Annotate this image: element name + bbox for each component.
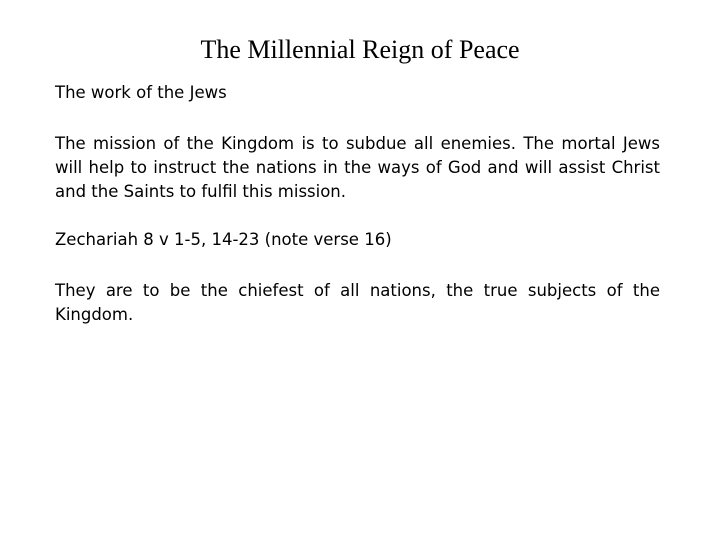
scripture-reference: Zechariah 8 v 1-5, 14-23 (note verse 16) [55,230,392,249]
chiefest-paragraph: They are to be the chiefest of all nations, the true subjects of the Kingdom. [55,281,660,324]
slide-title: The Millennial Reign of Peace [200,35,520,64]
subheading: The work of the Jews [55,83,227,102]
mission-paragraph: The mission of the Kingdom is to subdue all enemies. The mortal Jews will help to instruct the nations in the ways of God and will assist Christ and the Saints to fulfil this mission. [55,134,660,201]
